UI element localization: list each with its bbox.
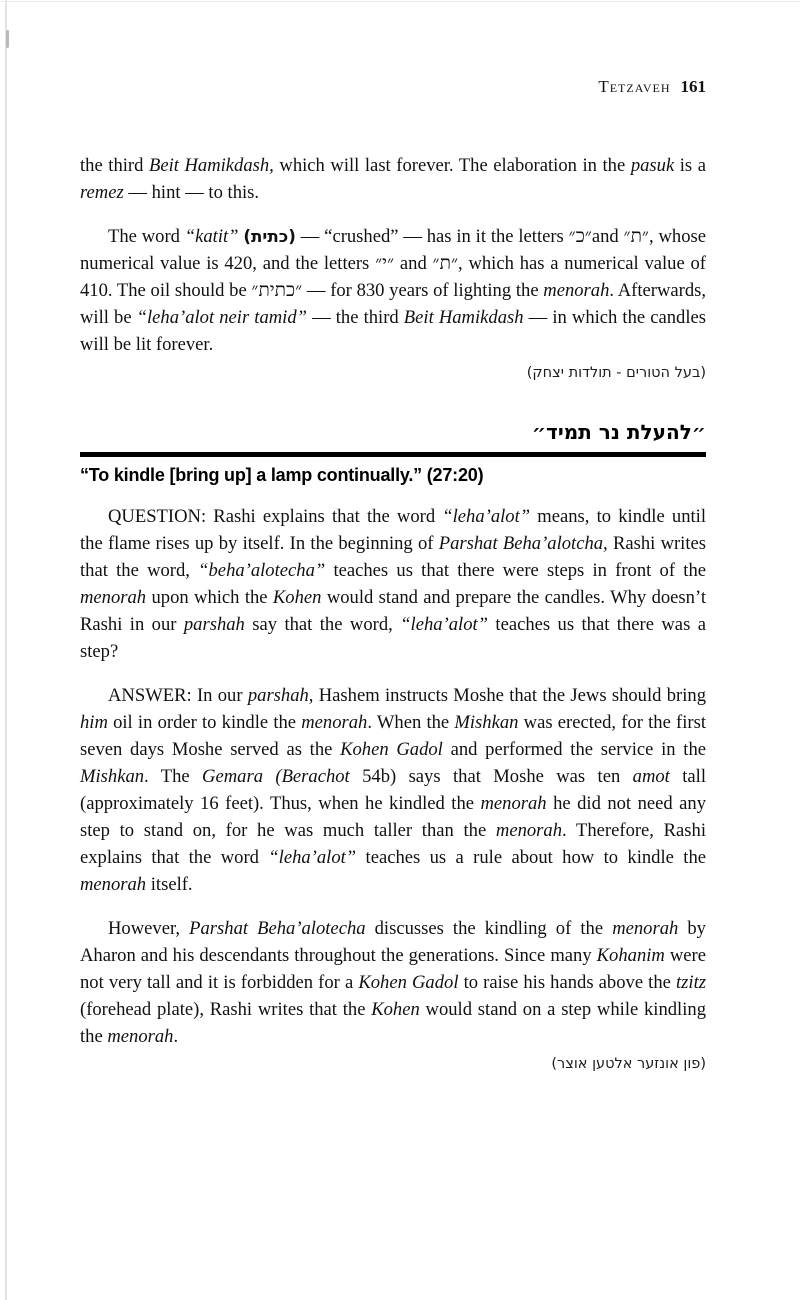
section-title-hebrew: ״להעלת נר תמיד״ bbox=[531, 420, 706, 444]
section-divider-rule bbox=[80, 452, 706, 457]
source-attribution-1: (בעל הטורים - תולדות יצחק) bbox=[526, 365, 706, 381]
scan-artifact bbox=[6, 30, 9, 48]
parshah-name: Tetzaveh bbox=[598, 77, 671, 96]
source-attribution-2: (פון אונזער אלטען אוצר) bbox=[551, 1056, 706, 1072]
page-number: 161 bbox=[680, 77, 706, 96]
intro-paragraph-2: The word “katit” (כתית) — “crushed” — has in it the letters ״כ״and ״ת״, whose numerical value is 420, and the letters ״י״ and ״ת״, which has a numerical value of 410. The oil should be ״כתית״ — for 830 years of lighting the menorah. Afterwards, will be “leha’alot neir tamid” — the third Beit Hamikdash — in which the candles will be lit forever. bbox=[80, 226, 707, 355]
scan-edge-top bbox=[0, 1, 800, 2]
scan-edge-left bbox=[5, 0, 7, 1300]
running-header bbox=[80, 76, 706, 98]
section-title-english: “To kindle [bring up] a lamp continually.” (27:20) bbox=[80, 465, 484, 485]
however-paragraph: However, Parshat Beha’alotecha discusses the kindling of the menorah by Aharon and his descendants throughout the generations. Since many Kohanim were not very tall and it is forbidden for a Kohen Gadol to raise his hands above the tzitz (forehead plate), Rashi writes that the Kohen would stand on a step while kindling the menorah. bbox=[80, 918, 706, 1047]
answer-paragraph: ANSWER: In our parshah, Hashem instructs Moshe that the Jews should bring him oil in order to kindle the menorah. When the Mishkan was erected, for the first seven days Moshe served as the Kohen Gadol and performed the service in the Mishkan. The Gemara (Berachot 54b) says that Moshe was ten amot tall (approximately 16 feet). Thus, when he kindled the menorah he did not need any step to stand on, for he was much taller than the menorah. Therefore, Rashi explains that the word “leha’alot” teaches us a rule about how to kindle the menorah itself. bbox=[80, 685, 707, 895]
intro-paragraph-1: the third Beit Hamikdash, which will last forever. The elaboration in the pasuk is a remez — hint — to this. bbox=[80, 155, 706, 203]
question-paragraph: QUESTION: Rashi explains that the word “leha’alot” means, to kindle until the flame rises up by itself. In the beginning of Parshat Beha’alotcha, Rashi writes that the word, “beha’alotecha” teaches us that there were steps in front of the menorah upon which the Kohen would stand and prepare the candles. Why doesn’t Rashi in our parshah say that the word, “leha’alot” teaches us that there was a step? bbox=[80, 506, 707, 662]
